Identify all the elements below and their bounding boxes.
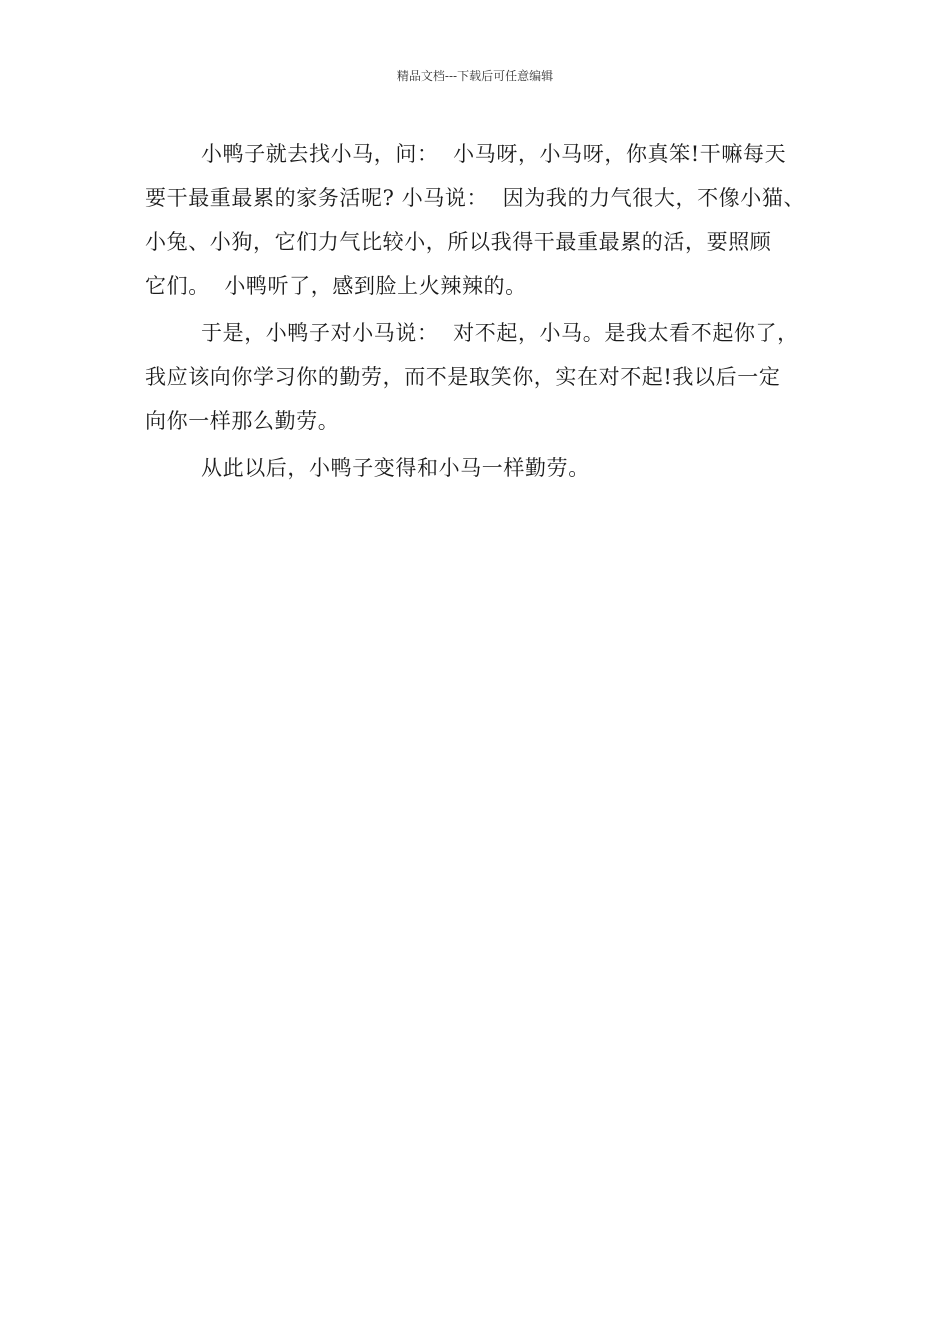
paragraph-line: 我应该向你学习你的勤劳，而不是取笑你，实在对不起!我以后一定	[145, 365, 781, 389]
paragraph-line: 于是，小鸭子对小马说： 对不起，小马。是我太看不起你了，	[201, 321, 799, 345]
paragraph-1	[145, 132, 825, 308]
paragraph-3	[145, 446, 825, 490]
paragraph-2	[145, 311, 825, 443]
page-header: 精品文档---下载后可任意编辑	[396, 69, 554, 83]
paragraph-line: 从此以后，小鸭子变得和小马一样勤劳。	[201, 456, 590, 480]
paragraph-line: 小鸭子就去找小马，问： 小马呀，小马呀，你真笨!干嘛每天	[201, 142, 787, 166]
paragraph-line: 它们。 小鸭听了，感到脸上火辣辣的。	[145, 274, 527, 298]
document-body	[145, 132, 825, 493]
paragraph-line: 向你一样那么勤劳。	[145, 409, 340, 433]
paragraph-line: 要干最重最累的家务活呢? 小马说： 因为我的力气很大，不像小猫、	[145, 186, 806, 210]
paragraph-line: 小兔、小狗，它们力气比较小，所以我得干最重最累的活，要照顾	[145, 230, 772, 254]
